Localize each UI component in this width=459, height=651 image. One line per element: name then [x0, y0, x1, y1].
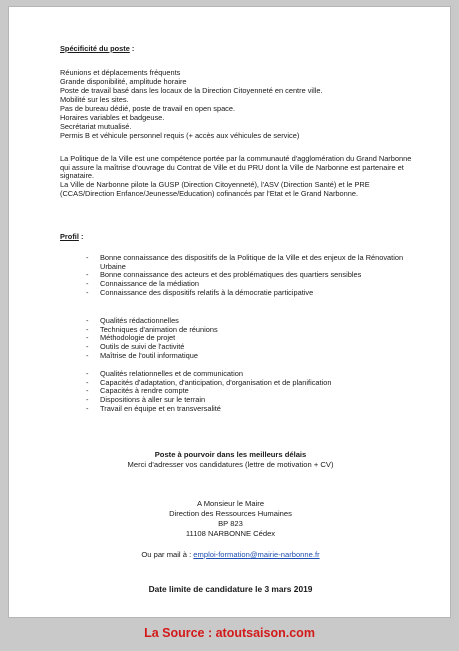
- profil-list-skills: [86, 317, 406, 361]
- dash-bullet: -: [86, 369, 89, 378]
- address-line: A Monsieur le Maire: [196, 499, 265, 508]
- list-item-text: Bonne connaissance des dispositifs de la Politique de la Ville et des enjeux de la Rénovation Urbaine: [100, 253, 404, 271]
- spec-line: Pas de bureau dédié, poste de travail en open space.: [60, 104, 236, 113]
- dash-bullet: -: [86, 316, 89, 325]
- dash-bullet: -: [86, 287, 89, 297]
- list-item-text: Capacités d'adaptation, d'anticipation, d'organisation et de planification: [100, 377, 332, 387]
- dash-bullet: -: [86, 270, 89, 280]
- dash-bullet: -: [86, 350, 89, 360]
- list-item-text: Dispositions à aller sur le terrain: [100, 395, 206, 405]
- list-item-text: Bonne connaissance des acteurs et des problématiques des quartiers sensibles: [100, 270, 362, 280]
- dash-bullet: -: [86, 377, 89, 387]
- paragraph-gusp: La Ville de Narbonne pilote la GUSP (Direction Citoyenneté), l'ASV (Direction Santé) et le PRE (CCAS/Direction Enfance/Jeunesse/Education) cofinancés par l'Etat et le Grand Narbonne.: [60, 180, 370, 198]
- list-item-text: Méthodologie de projet: [100, 333, 176, 343]
- profil-list-qualities: [86, 370, 406, 414]
- candidature-instruction: Merci d'adresser vos candidatures (lettre de motivation + CV): [127, 460, 334, 469]
- source-caption: La Source : atoutsaison.com: [144, 626, 315, 640]
- dash-bullet: -: [86, 324, 89, 334]
- address-line: 11108 NARBONNE Cédex: [185, 529, 276, 538]
- list-item-text: Qualités relationnelles et de communication: [100, 369, 243, 378]
- dash-bullet: -: [86, 395, 89, 405]
- mail-link[interactable]: emploi-formation@mairie-narbonne.fr: [193, 550, 320, 559]
- spec-line: Permis B et véhicule personnel requis (+ accès aux véhicules de service): [60, 131, 300, 140]
- list-item: [86, 352, 406, 361]
- mail-label: Ou par mail à :: [141, 550, 194, 559]
- dash-bullet: -: [86, 342, 89, 352]
- profil-title-text: Profil: [60, 232, 79, 241]
- dash-bullet: -: [86, 403, 89, 413]
- spec-line: Poste de travail basé dans les locaux de la Direction Citoyenneté en centre ville.: [60, 86, 323, 95]
- dash-bullet: -: [86, 279, 89, 289]
- list-item-text: Travail en équipe et en transversalité: [100, 403, 221, 413]
- document-page: [8, 6, 451, 618]
- list-item-text: Outils de suivi de l'activité: [100, 342, 185, 352]
- list-item-text: Connaissance des dispositifs relatifs à la démocratie participative: [100, 287, 314, 297]
- list-item-text: Techniques d'animation de réunions: [100, 324, 218, 334]
- paragraph-politique-ville: La Politique de la Ville est une compétence portée par la communauté d'agglomération du Grand Narbonne qui assure la maîtrise d'ouvrage du Contrat de Ville et du PRU dont la Ville de Narbonne est partenaire et signataire.: [60, 154, 412, 181]
- profil-title-colon: :: [78, 232, 84, 241]
- deadline: Date limite de candidature le 3 mars 2019: [148, 584, 313, 594]
- address-line: Direction des Ressources Humaines: [169, 509, 292, 518]
- spec-line: Horaires variables et badgeuse.: [60, 113, 165, 122]
- list-item: [86, 254, 406, 271]
- list-item-text: Maîtrise de l'outil informatique: [100, 350, 198, 360]
- list-item-text: Qualités rédactionnelles: [100, 316, 179, 325]
- list-item-text: Connaissance de la médiation: [100, 279, 200, 289]
- mail-line: [9, 550, 452, 560]
- section-title-text: Spécificité du poste: [60, 44, 130, 53]
- spec-line: Secrétariat mutualisé.: [60, 122, 132, 131]
- section-title: [60, 45, 134, 54]
- profil-list-knowledge: [86, 254, 406, 298]
- spec-line: Mobilité sur les sites.: [60, 95, 129, 104]
- address-line: BP 823: [218, 519, 243, 528]
- dash-bullet: -: [86, 333, 89, 343]
- list-item: [86, 289, 406, 298]
- section-title-colon: :: [129, 44, 135, 53]
- dash-bullet: -: [86, 386, 89, 396]
- poste-title: Poste à pourvoir dans les meilleurs délais: [154, 450, 307, 459]
- dash-bullet: -: [86, 253, 89, 262]
- profil-title: [60, 233, 83, 242]
- list-item: [86, 405, 406, 414]
- spec-line: Grande disponibilité, amplitude horaire: [60, 77, 187, 86]
- list-item-text: Capacités à rendre compte: [100, 386, 189, 396]
- spec-line: Réunions et déplacements fréquents: [60, 68, 181, 77]
